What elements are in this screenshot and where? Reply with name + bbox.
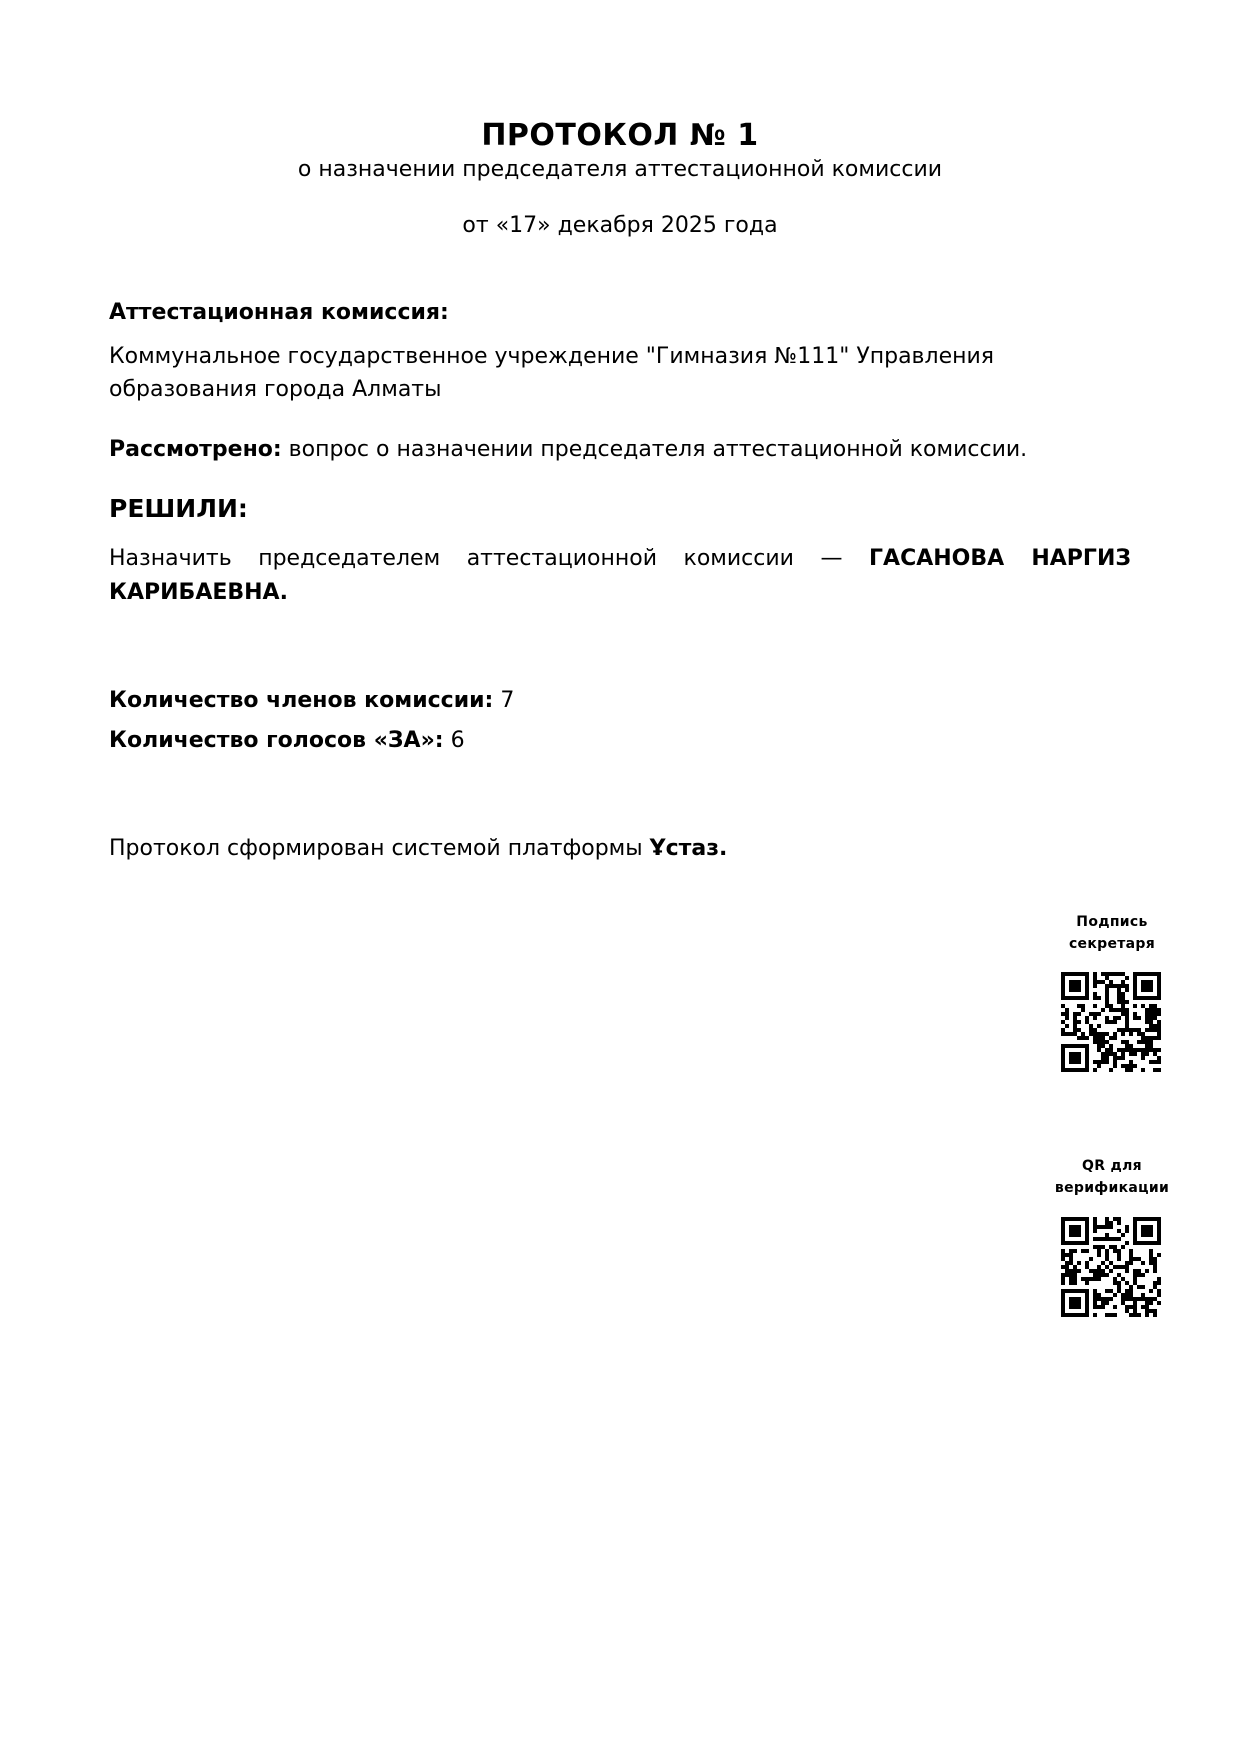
decided-heading: РЕШИЛИ: xyxy=(109,494,248,523)
reviewed-text: вопрос о назначении председателя аттестационной комиссии. xyxy=(281,437,1028,462)
document-date: от «17» декабря 2025 года xyxy=(462,213,778,238)
reviewed-label: Рассмотрено: xyxy=(109,437,282,462)
decision-statement: Назначить председателем аттестационной комиссии — xyxy=(109,546,870,571)
footer-note xyxy=(109,832,727,865)
members-count-value: 7 xyxy=(493,688,515,713)
appointee-name: ГАСАНОВА НАРГИЗ КАРИБАЕВНА. xyxy=(109,546,1131,605)
votes-for-label: Количество голосов «ЗА»: xyxy=(109,728,444,753)
members-count-label: Количество членов комиссии: xyxy=(109,688,494,713)
footer-text: Протокол сформирован системой платформы xyxy=(109,836,650,861)
decision-text xyxy=(109,542,1131,610)
qr-code-icon xyxy=(1061,972,1161,1072)
platform-name: Ұстаз. xyxy=(649,836,728,861)
secretary-signature-qr xyxy=(1061,972,1161,1072)
organization-name: Коммунальное государственное учреждение "Гимназия №111" Управления образования города Алматы xyxy=(109,344,995,402)
document-subtitle: о назначении председателя аттестационной комиссии xyxy=(297,157,943,182)
reviewed-line xyxy=(109,433,1129,466)
verification-qr xyxy=(1061,1217,1161,1317)
commission-label: Аттестационная комиссия: xyxy=(109,300,449,325)
qr-code-icon xyxy=(1061,1217,1161,1317)
secretary-signature-label: Подпись секретаря xyxy=(1068,914,1156,952)
verification-qr-label: QR для верификации xyxy=(1054,1158,1170,1196)
votes-for-line xyxy=(109,724,465,757)
document-title: ПРОТОКОЛ № 1 xyxy=(481,118,759,153)
votes-for-value: 6 xyxy=(443,728,465,753)
members-count-line xyxy=(109,684,514,717)
